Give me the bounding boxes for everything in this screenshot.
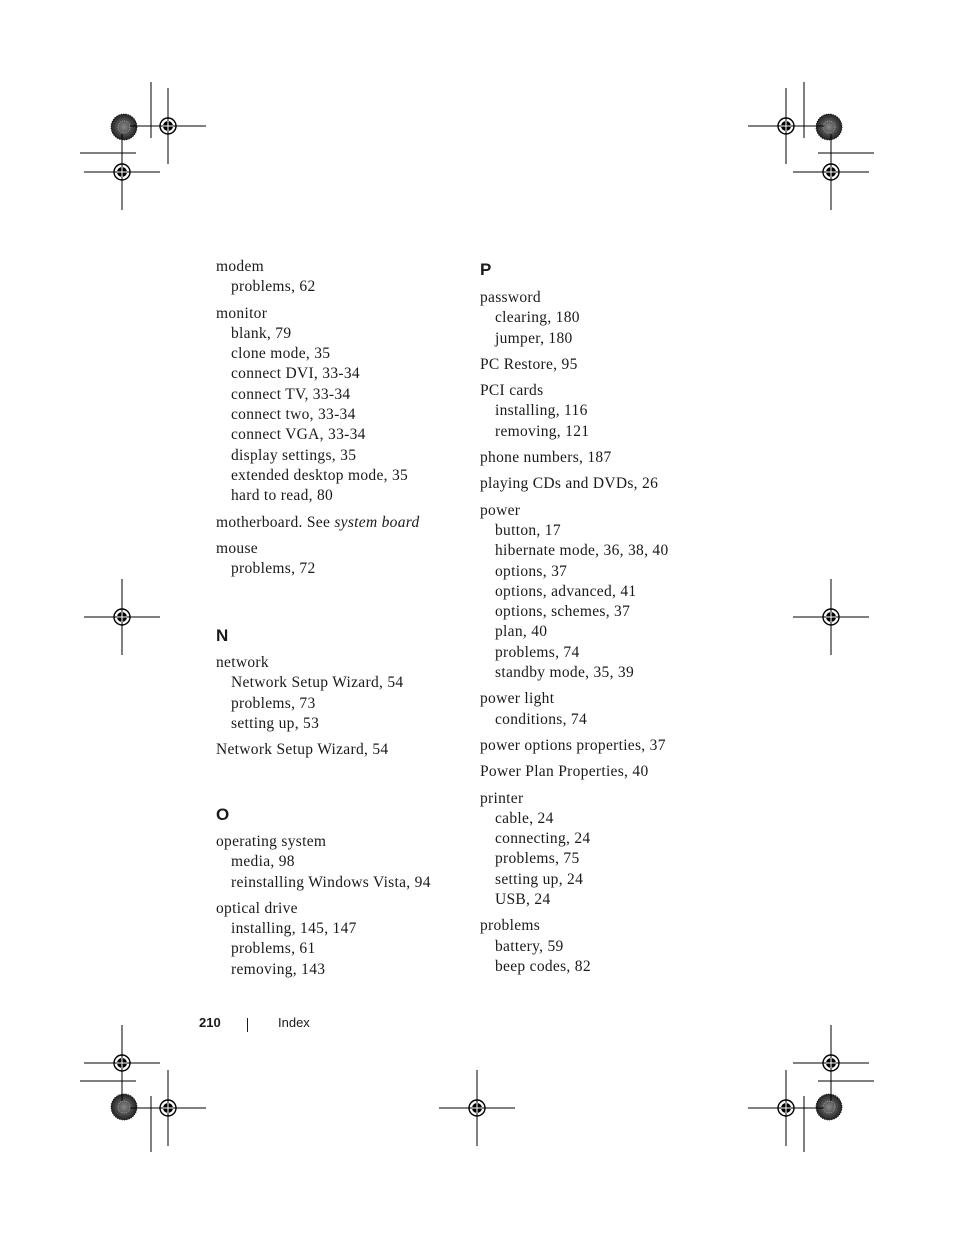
section-o-entries — [216, 832, 466, 980]
index-term: Power Plan Properties, 40 — [480, 763, 649, 781]
index-subterm: connecting, 24 — [495, 830, 591, 848]
section-letter-o: O — [216, 805, 230, 824]
index-subterm: battery, 59 — [495, 937, 564, 955]
index-subterm: connect two, 33-34 — [231, 406, 356, 424]
index-term: operating system — [216, 833, 327, 850]
index-subterm: cable, 24 — [495, 809, 554, 827]
index-term: phone numbers, 187 — [480, 449, 612, 467]
index-term-see-reference — [216, 513, 466, 533]
index-term: monitor — [216, 304, 268, 322]
registration-mark-icon — [439, 1070, 515, 1146]
index-subterm: problems, 61 — [231, 940, 316, 958]
registration-mark-icon — [793, 1025, 869, 1101]
index-subterm: connect DVI, 33-34 — [231, 365, 360, 383]
index-subterm: setting up, 53 — [231, 714, 320, 732]
registration-mark-icon — [793, 579, 869, 655]
index-term: printer — [480, 789, 524, 807]
index-subterm: removing, 143 — [231, 960, 326, 978]
section-letter-n: N — [216, 626, 229, 645]
page-number: 210 — [199, 1015, 221, 1030]
index-term: mouse — [216, 539, 258, 557]
index-subterm: connect TV, 33-34 — [231, 385, 351, 403]
registration-mark-icon — [748, 1070, 824, 1146]
footer-divider — [247, 1018, 248, 1032]
index-subterm: problems, 75 — [495, 850, 580, 868]
registration-mark-icon — [130, 88, 206, 164]
index-term: motherboard. See — [216, 513, 335, 531]
index-term: modem — [216, 258, 264, 275]
index-subterm: media, 98 — [231, 853, 295, 871]
star-target-icon — [111, 114, 137, 140]
index-subterm: reinstalling Windows Vista, 94 — [231, 873, 431, 891]
star-target-icon — [816, 114, 842, 140]
index-subterm: hibernate mode, 36, 38, 40 — [495, 542, 669, 560]
index-subterm: conditions, 74 — [495, 710, 588, 728]
index-subterm: clone mode, 35 — [231, 345, 331, 363]
index-subterm: button, 17 — [495, 521, 561, 539]
index-subterm: standby mode, 35, 39 — [495, 664, 635, 682]
index-term: problems — [480, 917, 541, 935]
footer-section-title: Index — [278, 1015, 310, 1030]
registration-mark-icon — [84, 1025, 160, 1101]
index-subterm: connect VGA, 33-34 — [231, 426, 366, 444]
index-subterm: setting up, 24 — [495, 870, 584, 888]
index-subterm: installing, 145, 147 — [231, 920, 357, 938]
registration-mark-icon — [793, 134, 869, 210]
index-subterm: plan, 40 — [495, 623, 548, 641]
see-reference-target: system board — [334, 513, 420, 531]
index-term: power — [480, 501, 521, 519]
index-term: Network Setup Wizard, 54 — [216, 741, 389, 759]
index-term: power options properties, 37 — [480, 736, 666, 754]
index-subterm: problems, 72 — [231, 560, 316, 578]
section-letter-p: P — [480, 260, 492, 279]
index-subterm: options, 37 — [495, 562, 568, 580]
index-term: network — [216, 654, 269, 671]
section-p-entries — [480, 288, 740, 977]
index-subterm: clearing, 180 — [495, 309, 580, 327]
index-column-left — [216, 257, 466, 579]
index-subterm: jumper, 180 — [495, 329, 573, 347]
registration-mark-icon — [130, 1070, 206, 1146]
registration-mark-icon — [748, 88, 824, 164]
index-subterm: problems, 73 — [231, 694, 316, 712]
index-subterm: hard to read, 80 — [231, 487, 334, 505]
registration-mark-icon — [84, 579, 160, 655]
star-target-icon — [816, 1094, 842, 1120]
index-term: password — [480, 289, 541, 306]
index-subterm: options, advanced, 41 — [495, 582, 637, 600]
index-subterm: beep codes, 82 — [495, 957, 591, 975]
index-subterm: options, schemes, 37 — [495, 603, 631, 621]
index-subterm: installing, 116 — [495, 402, 588, 420]
index-subterm: blank, 79 — [231, 324, 292, 342]
index-subterm: Network Setup Wizard, 54 — [231, 674, 404, 692]
index-term: playing CDs and DVDs, 26 — [480, 475, 659, 493]
index-subterm: removing, 121 — [495, 422, 590, 440]
index-subterm: problems, 62 — [231, 278, 316, 296]
index-term: PCI cards — [480, 382, 544, 400]
index-subterm: USB, 24 — [495, 891, 551, 909]
registration-mark-icon — [84, 134, 160, 210]
index-subterm: display settings, 35 — [231, 446, 357, 464]
index-subterm: extended desktop mode, 35 — [231, 466, 409, 484]
star-target-icon — [111, 1094, 137, 1120]
index-term: PC Restore, 95 — [480, 355, 578, 373]
section-n-entries — [216, 653, 466, 760]
index-term: power light — [480, 690, 555, 708]
index-term: optical drive — [216, 899, 298, 917]
index-subterm: problems, 74 — [495, 643, 580, 661]
